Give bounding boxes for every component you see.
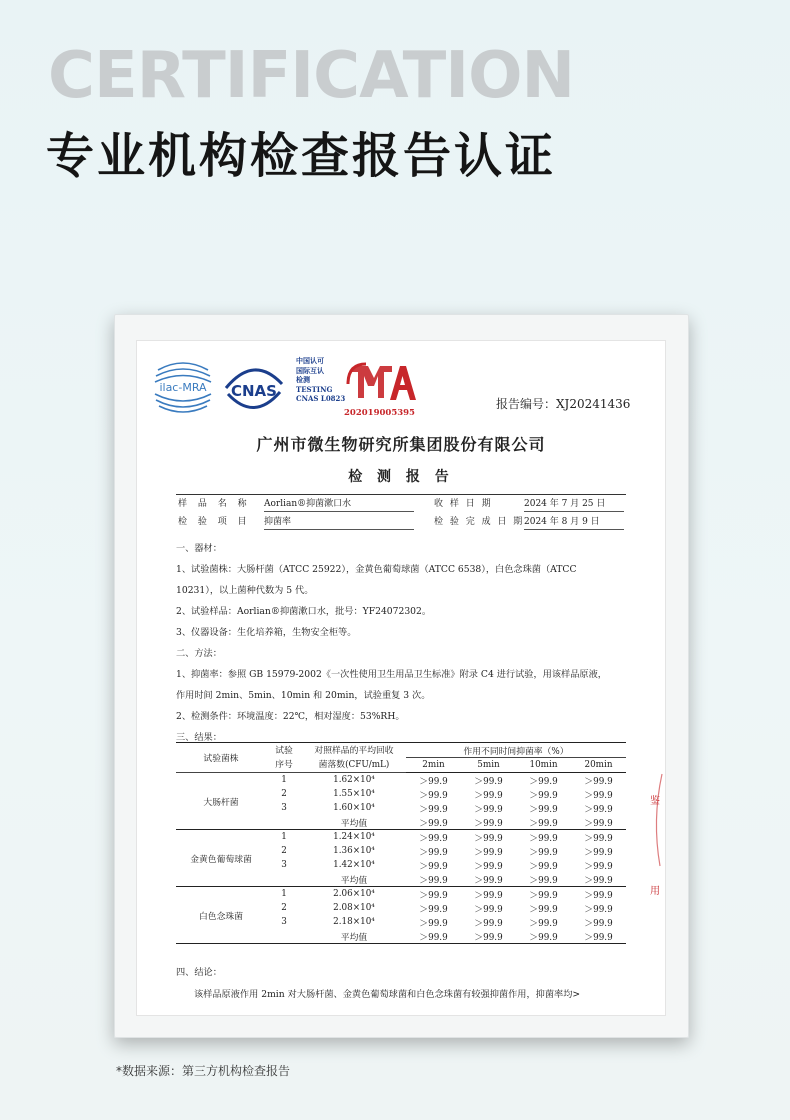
control-cell: 2.08×10⁴: [333, 903, 375, 913]
rate-cell: ＞99.9: [474, 890, 503, 901]
control-cell: 1.42×10⁴: [333, 860, 375, 870]
rate-cell: ＞99.9: [419, 904, 448, 915]
hero-chinese-title: 专业机构检查报告认证: [46, 128, 557, 184]
svg-text:鉴: 鉴: [650, 796, 660, 807]
table-row: [176, 773, 626, 788]
strain-name: 金黄色葡萄球菌: [176, 830, 266, 887]
equipment-instruments: 3、仪器设备：生化培养箱，生物安全柜等。: [176, 627, 357, 638]
rate-cell: ＞99.9: [529, 847, 558, 858]
control-cell: 1.24×10⁴: [333, 832, 375, 842]
average-cell: ＞99.9: [571, 815, 626, 830]
results-table: [176, 742, 626, 944]
header-seq: 试验 序号: [266, 743, 302, 773]
average-cell: ＞99.9: [571, 929, 626, 944]
average-cell: ＞99.9: [406, 872, 461, 887]
info-row-sample: [176, 492, 626, 510]
cma-logo: [346, 360, 420, 406]
header-control: 对照样品的平均回收 菌落数(CFU/mL): [302, 743, 406, 773]
control-cell: 1.36×10⁴: [333, 846, 375, 856]
data-source-note: *数据来源：第三方机构检查报告: [116, 1064, 291, 1078]
cnas-caption: 中国认可 国际互认 检测 TESTING CNAS L0823: [296, 356, 346, 403]
strain-name: 大肠杆菌: [176, 773, 266, 830]
ilac-mra-logo: [150, 352, 216, 418]
strain-name: 白色念珠菌: [176, 887, 266, 944]
rate-cell: ＞99.9: [419, 804, 448, 815]
results-body: [176, 773, 626, 944]
control-cell: 1.55×10⁴: [333, 789, 375, 799]
seq-cell: 2: [281, 846, 287, 856]
header-time-5min: 5min: [461, 758, 516, 773]
receive-date-label: 收 样 日 期: [434, 499, 493, 509]
empty-cell: [266, 815, 302, 830]
rate-cell: ＞99.9: [584, 918, 613, 929]
table-row: [176, 830, 626, 845]
section-results-heading: 三、结果：: [176, 732, 222, 743]
header-time-20min: 20min: [571, 758, 626, 773]
report-number: 报告编号：XJ20241436: [496, 397, 631, 411]
average-cell: ＞99.9: [571, 872, 626, 887]
section-conclusion-heading: 四、结论：: [176, 967, 222, 978]
test-item-value: 抑菌率: [264, 514, 414, 530]
rate-cell: ＞99.9: [419, 833, 448, 844]
average-label: 平均值: [302, 929, 406, 944]
rate-cell: ＞99.9: [474, 861, 503, 872]
rate-cell: ＞99.9: [529, 790, 558, 801]
seq-cell: 1: [281, 832, 287, 842]
header-time-2min: 2min: [406, 758, 461, 773]
rate-cell: ＞99.9: [419, 790, 448, 801]
cnas-text: CNAS: [231, 382, 277, 400]
header-time-10min: 10min: [516, 758, 571, 773]
equipment-strains-line2: 10231），以上菌种代数为 5 代。: [176, 585, 314, 596]
average-cell: ＞99.9: [406, 929, 461, 944]
control-cell: 1.62×10⁴: [333, 775, 375, 785]
rate-cell: ＞99.9: [584, 847, 613, 858]
control-cell: 2.18×10⁴: [333, 917, 375, 927]
conclusion: [176, 962, 646, 1006]
rate-cell: ＞99.9: [474, 776, 503, 787]
empty-cell: [266, 929, 302, 944]
rate-cell: ＞99.9: [419, 918, 448, 929]
rate-cell: ＞99.9: [474, 918, 503, 929]
section-equipment-heading: 一、器材：: [176, 543, 222, 554]
table-row: [176, 887, 626, 902]
complete-date-label: 检 验 完 成 日 期: [434, 517, 525, 527]
seq-cell: 1: [281, 889, 287, 899]
report-body: [176, 538, 636, 748]
rate-cell: ＞99.9: [584, 790, 613, 801]
equipment-sample: 2、试验样品：Aorlian®抑菌漱口水，批号：YF24072302。: [176, 606, 432, 617]
method-line1: 1、抑菌率：参照 GB 15979-2002《一次性使用卫生用品卫生标准》附录 C4 进行试验，用该样品原液，: [176, 669, 607, 680]
header-strain: 试验菌株: [176, 743, 266, 773]
seq-cell: 3: [281, 860, 287, 870]
rate-cell: ＞99.9: [529, 918, 558, 929]
average-cell: ＞99.9: [516, 815, 571, 830]
average-cell: ＞99.9: [516, 929, 571, 944]
rate-cell: ＞99.9: [419, 776, 448, 787]
seq-cell: 2: [281, 903, 287, 913]
seq-cell: 1: [281, 775, 287, 785]
control-cell: 2.06×10⁴: [333, 889, 375, 899]
rate-cell: ＞99.9: [584, 776, 613, 787]
rate-cell: ＞99.9: [584, 804, 613, 815]
average-cell: ＞99.9: [461, 872, 516, 887]
rate-cell: ＞99.9: [584, 833, 613, 844]
empty-cell: [266, 872, 302, 887]
rate-cell: ＞99.9: [529, 833, 558, 844]
cnas-logo: [222, 360, 286, 416]
rate-cell: ＞99.9: [529, 890, 558, 901]
report-paper: [136, 340, 666, 1016]
rate-cell: ＞99.9: [419, 890, 448, 901]
average-cell: ＞99.9: [516, 872, 571, 887]
rate-cell: ＞99.9: [474, 904, 503, 915]
rate-cell: ＞99.9: [474, 847, 503, 858]
sample-name-value: Aorlian®抑菌漱口水: [264, 496, 414, 512]
equipment-strains-line1: 1、试验菌株：大肠杆菌（ATCC 25922），金黄色葡萄球菌（ATCC 6538），白色念珠菌（ATCC: [176, 564, 577, 575]
rate-cell: ＞99.9: [474, 833, 503, 844]
header-rate: 作用不同时间抑菌率（%）: [406, 743, 626, 758]
complete-date-value: 2024 年 8 月 9 日: [524, 514, 624, 530]
logo-bar: [150, 352, 660, 422]
sample-info: [176, 492, 626, 528]
ilac-text: ilac-MRA: [159, 381, 207, 394]
seq-cell: 3: [281, 803, 287, 813]
report-title: 检 测 报 告: [348, 469, 454, 485]
average-label: 平均值: [302, 872, 406, 887]
svg-text:用: 用: [650, 886, 660, 897]
rate-cell: ＞99.9: [529, 804, 558, 815]
seq-cell: 3: [281, 917, 287, 927]
test-item-label: 检 验 项 目: [178, 517, 251, 527]
method-conditions: 2、检测条件：环境温度：22℃，相对湿度：53%RH。: [176, 711, 405, 722]
rate-cell: ＞99.9: [474, 804, 503, 815]
average-label: 平均值: [302, 815, 406, 830]
average-cell: ＞99.9: [461, 815, 516, 830]
receive-date-value: 2024 年 7 月 25 日: [524, 496, 624, 512]
rate-cell: ＞99.9: [529, 776, 558, 787]
rate-cell: ＞99.9: [584, 904, 613, 915]
rate-cell: ＞99.9: [584, 861, 613, 872]
company-name: 广州市微生物研究所集团股份有限公司: [256, 435, 546, 454]
info-row-test: [176, 510, 626, 528]
rate-cell: ＞99.9: [529, 861, 558, 872]
sample-name-label: 样 品 名 称: [178, 499, 251, 509]
average-cell: ＞99.9: [406, 815, 461, 830]
conclusion-text: 该样品原液作用 2min 对大肠杆菌、金黄色葡萄球菌和白色念珠菌有较强抑菌作用，抑菌率均>: [194, 989, 581, 1000]
seq-cell: 2: [281, 789, 287, 799]
red-seal-fragment: [646, 770, 664, 920]
rate-cell: ＞99.9: [419, 847, 448, 858]
method-line2: 作用时间 2min、5min、10min 和 20min，试验重复 3 次。: [176, 690, 431, 701]
rate-cell: ＞99.9: [584, 890, 613, 901]
control-cell: 1.60×10⁴: [333, 803, 375, 813]
hero-english-title: CERTIFICATION: [48, 39, 575, 113]
average-cell: ＞99.9: [461, 929, 516, 944]
rate-cell: ＞99.9: [529, 904, 558, 915]
certificate-frame: [114, 314, 689, 1038]
rate-cell: ＞99.9: [474, 790, 503, 801]
rate-cell: ＞99.9: [419, 861, 448, 872]
section-method-heading: 二、方法：: [176, 648, 222, 659]
cma-number: 202019005395: [344, 408, 415, 418]
